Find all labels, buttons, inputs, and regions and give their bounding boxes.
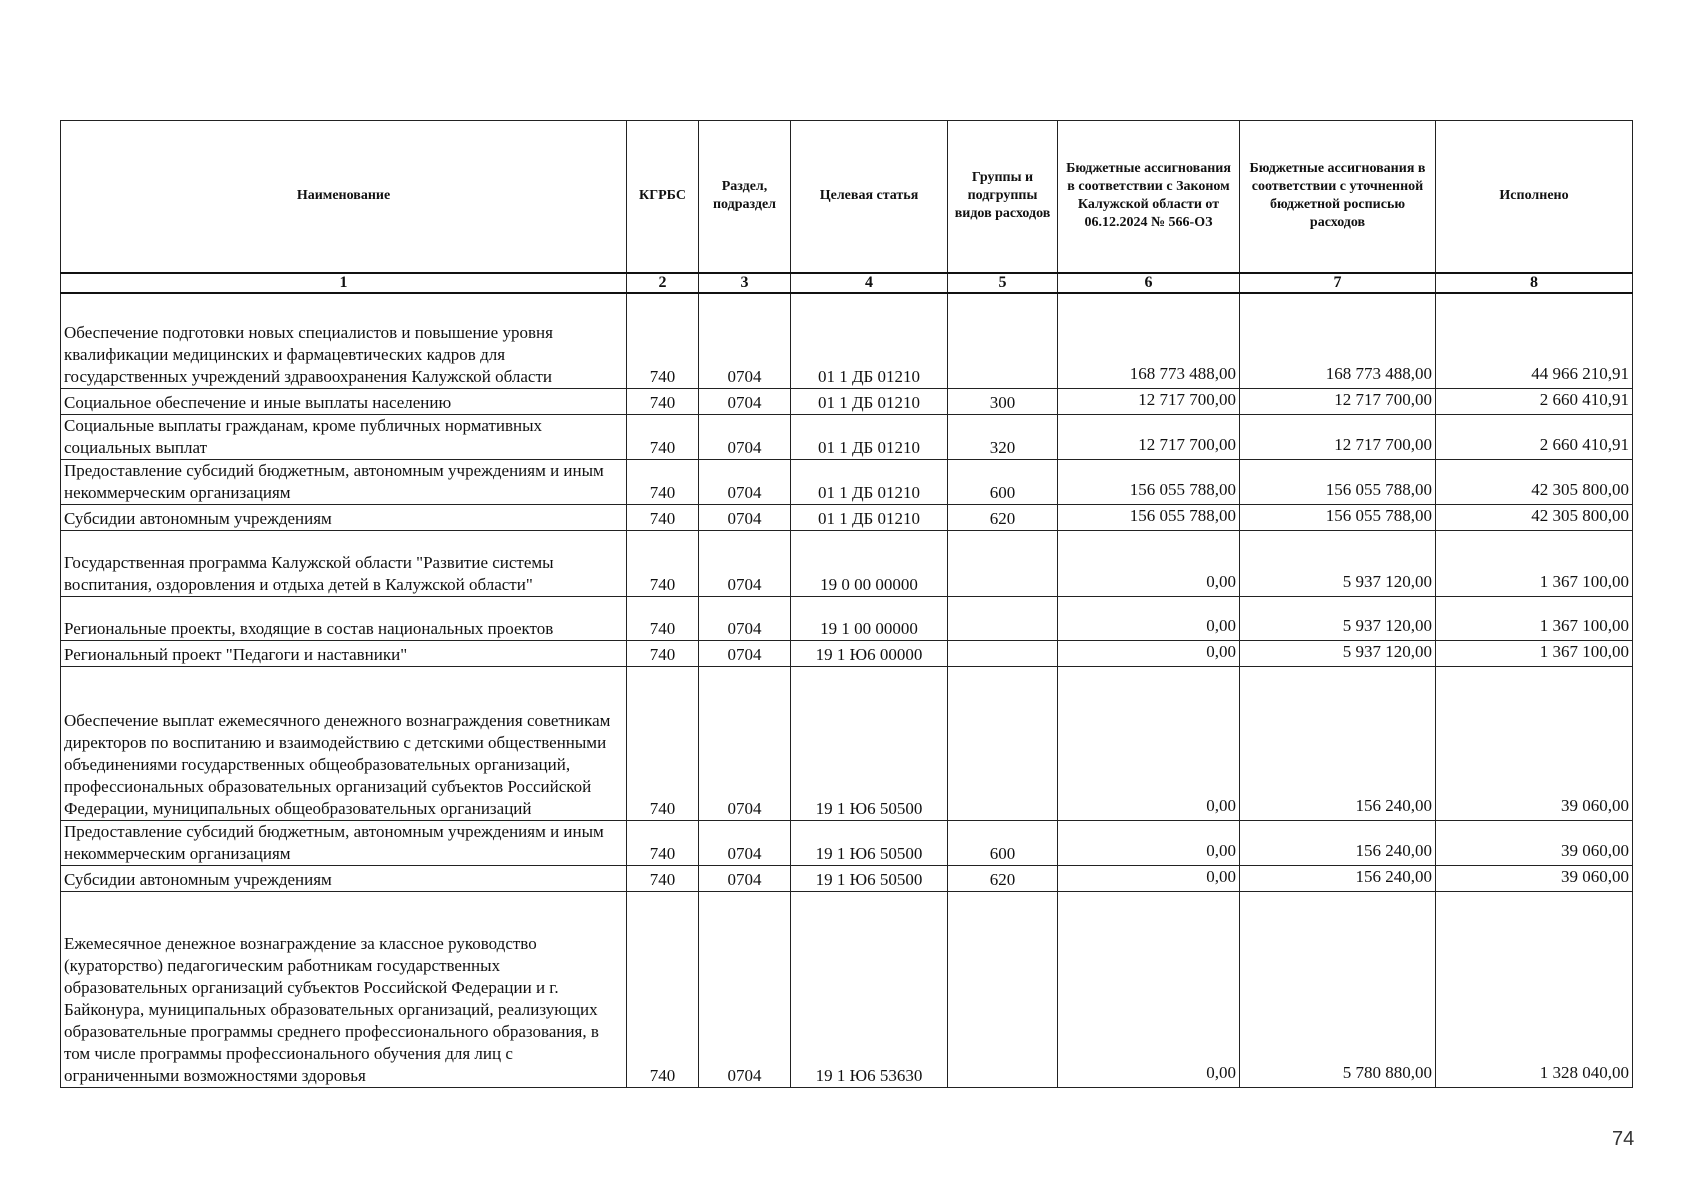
page-number: 74: [1612, 1128, 1635, 1150]
cell-law: 0,00: [1058, 597, 1240, 641]
cell-kgrbs: 740: [627, 415, 699, 460]
cell-law: 0,00: [1058, 821, 1240, 866]
table-row: [61, 892, 1633, 1088]
cell-ispolneno: 1 328 040,00: [1436, 892, 1633, 1088]
cell-tselevaya: 01 1 ДБ 01210: [791, 389, 948, 415]
cell-rospis: 5 780 880,00: [1240, 892, 1436, 1088]
cell-law: 0,00: [1058, 667, 1240, 821]
column-number: 2: [627, 273, 699, 293]
cell-name: Обеспечение выплат ежемесячного денежного вознаграждения советникам директоров по воспитанию и взаимодействию с детскими общественными объединениями государственных общеобразовательных организаций, профессиональных образовательных организаций субъектов Российской Федерации, муниципальных общеобразовательных организаций: [61, 667, 627, 821]
cell-gruppa: 620: [948, 866, 1058, 892]
table-row: [61, 641, 1633, 667]
header-razdel: Раздел, подраздел: [699, 121, 791, 273]
cell-kgrbs: 740: [627, 866, 699, 892]
cell-rospis: 12 717 700,00: [1240, 415, 1436, 460]
cell-ispolneno: 1 367 100,00: [1436, 641, 1633, 667]
cell-rospis: 168 773 488,00: [1240, 293, 1436, 389]
cell-razdel: 0704: [699, 505, 791, 531]
table-row: [61, 531, 1633, 597]
table-row: [61, 460, 1633, 505]
cell-ispolneno: 2 660 410,91: [1436, 415, 1633, 460]
cell-name: Субсидии автономным учреждениям: [61, 505, 627, 531]
cell-tselevaya: 19 1 Ю6 50500: [791, 667, 948, 821]
cell-gruppa: 620: [948, 505, 1058, 531]
budget-table: [60, 120, 1633, 1088]
cell-kgrbs: 740: [627, 641, 699, 667]
cell-law: 156 055 788,00: [1058, 505, 1240, 531]
cell-rospis: 12 717 700,00: [1240, 389, 1436, 415]
cell-ispolneno: 1 367 100,00: [1436, 597, 1633, 641]
cell-name: Предоставление субсидий бюджетным, автономным учреждениям и иным некоммерческим организациям: [61, 821, 627, 866]
cell-law: 156 055 788,00: [1058, 460, 1240, 505]
cell-tselevaya: 19 1 Ю6 53630: [791, 892, 948, 1088]
cell-ispolneno: 39 060,00: [1436, 821, 1633, 866]
column-number: 8: [1436, 273, 1633, 293]
cell-name: Региональный проект "Педагоги и наставники": [61, 641, 627, 667]
cell-tselevaya: 19 1 Ю6 50500: [791, 866, 948, 892]
cell-razdel: 0704: [699, 641, 791, 667]
cell-ispolneno: 39 060,00: [1436, 866, 1633, 892]
cell-rospis: 156 240,00: [1240, 821, 1436, 866]
cell-razdel: 0704: [699, 597, 791, 641]
header-law: Бюджетные ассигнования в соответствии с Законом Калужской области от 06.12.2024 № 566-ОЗ: [1058, 121, 1240, 273]
header-tselevaya: Целевая статья: [791, 121, 948, 273]
cell-law: 12 717 700,00: [1058, 389, 1240, 415]
cell-gruppa: [948, 667, 1058, 821]
cell-kgrbs: 740: [627, 531, 699, 597]
cell-name: Ежемесячное денежное вознаграждение за классное руководство (кураторство) педагогическим работникам государственных образовательных организаций субъектов Российской Федерации и г. Байконура, муниципальных образовательных организаций, реализующих образовательные программы среднего профессионального образования, в том числе программы профессионального обучения для лиц с ограниченными возможностями здоровья: [61, 892, 627, 1088]
column-number-row: [61, 273, 1633, 293]
cell-tselevaya: 19 1 Ю6 00000: [791, 641, 948, 667]
table-row: [61, 667, 1633, 821]
cell-gruppa: [948, 293, 1058, 389]
cell-kgrbs: 740: [627, 821, 699, 866]
cell-rospis: 156 055 788,00: [1240, 460, 1436, 505]
header-row: [61, 121, 1633, 273]
cell-rospis: 156 055 788,00: [1240, 505, 1436, 531]
table-row: [61, 293, 1633, 389]
header-rospis: Бюджетные ассигнования в соответствии с уточненной бюджетной росписью расходов: [1240, 121, 1436, 273]
column-number: 1: [61, 273, 627, 293]
cell-razdel: 0704: [699, 415, 791, 460]
cell-kgrbs: 740: [627, 892, 699, 1088]
cell-gruppa: 600: [948, 460, 1058, 505]
table-row: [61, 597, 1633, 641]
header-kgrbs: КГРБС: [627, 121, 699, 273]
cell-tselevaya: 01 1 ДБ 01210: [791, 505, 948, 531]
cell-kgrbs: 740: [627, 460, 699, 505]
cell-kgrbs: 740: [627, 667, 699, 821]
cell-name: Региональные проекты, входящие в состав национальных проектов: [61, 597, 627, 641]
table-row: [61, 389, 1633, 415]
cell-tselevaya: 19 1 Ю6 50500: [791, 821, 948, 866]
cell-tselevaya: 01 1 ДБ 01210: [791, 460, 948, 505]
column-number: 6: [1058, 273, 1240, 293]
table-row: [61, 821, 1633, 866]
cell-razdel: 0704: [699, 460, 791, 505]
cell-ispolneno: 39 060,00: [1436, 667, 1633, 821]
cell-razdel: 0704: [699, 821, 791, 866]
cell-rospis: 156 240,00: [1240, 667, 1436, 821]
cell-law: 0,00: [1058, 892, 1240, 1088]
header-gruppa: Группы и подгруппы видов расходов: [948, 121, 1058, 273]
cell-ispolneno: 42 305 800,00: [1436, 460, 1633, 505]
table-row: [61, 415, 1633, 460]
cell-name: Социальное обеспечение и иные выплаты населению: [61, 389, 627, 415]
table-row: [61, 505, 1633, 531]
cell-razdel: 0704: [699, 293, 791, 389]
cell-law: 0,00: [1058, 531, 1240, 597]
cell-rospis: 156 240,00: [1240, 866, 1436, 892]
cell-razdel: 0704: [699, 892, 791, 1088]
cell-tselevaya: 01 1 ДБ 01210: [791, 293, 948, 389]
cell-kgrbs: 740: [627, 389, 699, 415]
cell-tselevaya: 19 1 00 00000: [791, 597, 948, 641]
cell-gruppa: [948, 641, 1058, 667]
cell-razdel: 0704: [699, 389, 791, 415]
cell-name: Социальные выплаты гражданам, кроме публичных нормативных социальных выплат: [61, 415, 627, 460]
column-number: 7: [1240, 273, 1436, 293]
cell-gruppa: [948, 531, 1058, 597]
cell-law: 168 773 488,00: [1058, 293, 1240, 389]
cell-rospis: 5 937 120,00: [1240, 597, 1436, 641]
cell-ispolneno: 44 966 210,91: [1436, 293, 1633, 389]
cell-rospis: 5 937 120,00: [1240, 531, 1436, 597]
cell-name: Субсидии автономным учреждениям: [61, 866, 627, 892]
column-number: 4: [791, 273, 948, 293]
cell-law: 0,00: [1058, 866, 1240, 892]
header-name: Наименование: [61, 121, 627, 273]
cell-tselevaya: 01 1 ДБ 01210: [791, 415, 948, 460]
column-number: 5: [948, 273, 1058, 293]
cell-gruppa: [948, 597, 1058, 641]
cell-ispolneno: 2 660 410,91: [1436, 389, 1633, 415]
cell-name: Государственная программа Калужской области "Развитие системы воспитания, оздоровления и отдыха детей в Калужской области": [61, 531, 627, 597]
cell-razdel: 0704: [699, 866, 791, 892]
cell-law: 12 717 700,00: [1058, 415, 1240, 460]
cell-razdel: 0704: [699, 531, 791, 597]
cell-razdel: 0704: [699, 667, 791, 821]
cell-rospis: 5 937 120,00: [1240, 641, 1436, 667]
cell-ispolneno: 42 305 800,00: [1436, 505, 1633, 531]
cell-law: 0,00: [1058, 641, 1240, 667]
cell-kgrbs: 740: [627, 597, 699, 641]
cell-gruppa: 600: [948, 821, 1058, 866]
cell-gruppa: 300: [948, 389, 1058, 415]
cell-ispolneno: 1 367 100,00: [1436, 531, 1633, 597]
table-body: [61, 293, 1633, 1088]
cell-gruppa: [948, 892, 1058, 1088]
table-row: [61, 866, 1633, 892]
column-number: 3: [699, 273, 791, 293]
header-ispolneno: Исполнено: [1436, 121, 1633, 273]
cell-kgrbs: 740: [627, 293, 699, 389]
cell-gruppa: 320: [948, 415, 1058, 460]
cell-tselevaya: 19 0 00 00000: [791, 531, 948, 597]
cell-name: Обеспечение подготовки новых специалистов и повышение уровня квалификации медицинских и фармацевтических кадров для государственных учреждений здравоохранения Калужской области: [61, 293, 627, 389]
cell-kgrbs: 740: [627, 505, 699, 531]
cell-name: Предоставление субсидий бюджетным, автономным учреждениям и иным некоммерческим организациям: [61, 460, 627, 505]
